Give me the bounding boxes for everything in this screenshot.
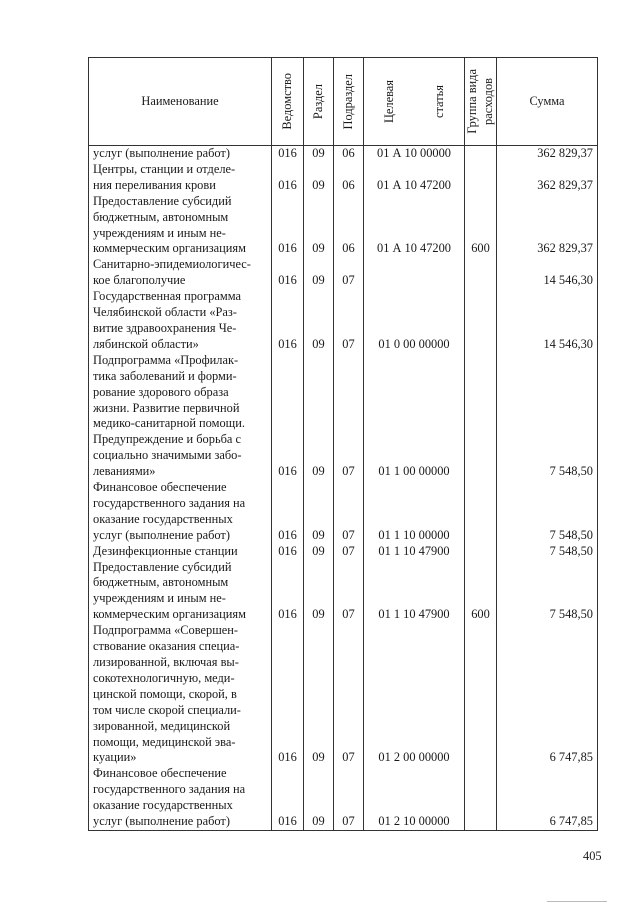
row-ved: 016 (272, 257, 304, 289)
row-gruppa (465, 146, 497, 162)
row-name-line: услуг (выполнение работ) (93, 146, 230, 160)
row-name-line: Предоставление субсидий (93, 559, 232, 574)
row-podrazdel: 07 (334, 766, 364, 830)
row-name-line: государственного задания на (93, 782, 246, 797)
row-name-line: учреждениям и иным не- (93, 591, 226, 606)
row-podrazdel: 07 (334, 560, 364, 624)
row-name-line: социально значимыми забо- (93, 448, 242, 463)
row-name (89, 289, 272, 353)
row-gruppa: 600 (465, 560, 497, 624)
table-row (89, 623, 598, 766)
row-name-line: коммерческим организациям (93, 241, 246, 256)
row-name-line: оказание государственных (93, 798, 233, 813)
row-name-line: леваниями» (93, 464, 156, 479)
row-summa: 7 548,50 (497, 353, 598, 480)
row-ved: 016 (272, 544, 304, 560)
table-row (89, 289, 598, 353)
row-name-line: услуг (выполнение работ) (93, 527, 230, 542)
row-ved: 016 (272, 560, 304, 624)
row-name-line: куации» (93, 750, 137, 765)
table-row (89, 353, 598, 480)
row-name (89, 766, 272, 830)
row-summa: 14 546,30 (497, 257, 598, 289)
table-row (89, 257, 598, 289)
row-name-line: ствование оказания специа- (93, 639, 240, 654)
row-name (89, 544, 272, 560)
row-celevaya: 01 А 10 00000 (364, 146, 465, 162)
row-celevaya: 01 А 10 47200 (364, 194, 465, 258)
row-name (89, 353, 272, 480)
row-celevaya: 01 1 00 00000 (364, 353, 465, 480)
row-celevaya: 01 1 10 00000 (364, 480, 465, 544)
row-razdel: 09 (304, 480, 334, 544)
row-celevaya: 01 2 10 00000 (364, 766, 465, 830)
row-ved: 016 (272, 353, 304, 480)
row-celevaya: 01 1 10 47900 (364, 544, 465, 560)
row-summa: 362 829,37 (497, 194, 598, 258)
row-podrazdel: 06 (334, 146, 364, 162)
row-name-line: зированной, медицинской (93, 718, 231, 733)
row-ved: 016 (272, 766, 304, 830)
row-gruppa (465, 766, 497, 830)
row-celevaya (364, 257, 465, 289)
row-name (89, 560, 272, 624)
budget-table (88, 57, 598, 831)
row-name-line: учреждениям и иным не- (93, 225, 226, 240)
row-summa: 362 829,37 (497, 146, 598, 162)
row-podrazdel: 06 (334, 162, 364, 194)
row-name-line: цинской помощи, скорой, в (93, 686, 237, 701)
row-name-line: Подпрограмма «Совершен- (93, 623, 239, 638)
row-razdel: 09 (304, 353, 334, 480)
row-name-line: витие здравоохранения Че- (93, 320, 237, 335)
row-gruppa (465, 353, 497, 480)
row-name-line: оказание государственных (93, 511, 233, 526)
row-name-line: Финансовое обеспечение (93, 766, 227, 781)
row-summa: 7 548,50 (497, 560, 598, 624)
row-name-line: жизни. Развитие первичной (93, 400, 240, 415)
row-summa: 7 548,50 (497, 544, 598, 560)
row-ved: 016 (272, 289, 304, 353)
row-name-line: ния переливания крови (93, 177, 216, 192)
row-name-line: лизированной, включая вы- (93, 655, 239, 669)
row-name (89, 146, 272, 162)
row-name-line: помощи, медицинской эва- (93, 734, 236, 749)
row-name-line: сокотехнологичную, меди- (93, 670, 235, 685)
row-podrazdel: 07 (334, 289, 364, 353)
row-razdel: 09 (304, 257, 334, 289)
table-row (89, 162, 598, 194)
row-name-line: Центры, станции и отделе- (93, 161, 236, 176)
row-razdel: 09 (304, 146, 334, 162)
row-ved: 016 (272, 623, 304, 766)
scan-artifact-line (547, 901, 607, 902)
row-name-line: кое благополучие (93, 273, 186, 288)
header-ved: Ведомство (272, 58, 304, 146)
row-name-line: бюджетным, автономным (93, 575, 229, 590)
table-row (89, 766, 598, 830)
row-podrazdel: 07 (334, 480, 364, 544)
row-summa: 14 546,30 (497, 289, 598, 353)
table-row (89, 146, 598, 162)
row-name-line: Дезинфекционные станции (93, 543, 238, 558)
row-name (89, 257, 272, 289)
row-name (89, 194, 272, 258)
table-row (89, 194, 598, 258)
header-gruppa: Группа вида расходов (465, 58, 497, 146)
row-podrazdel: 07 (334, 544, 364, 560)
row-celevaya: 01 0 00 00000 (364, 289, 465, 353)
row-ved: 016 (272, 194, 304, 258)
row-ved: 016 (272, 146, 304, 162)
row-name-line: Финансовое обеспечение (93, 480, 227, 495)
row-celevaya: 01 1 10 47900 (364, 560, 465, 624)
row-razdel: 09 (304, 623, 334, 766)
header-name: Наименование (89, 58, 272, 146)
header-razdel: Раздел (304, 58, 334, 146)
table-body (89, 146, 598, 831)
row-podrazdel: 07 (334, 623, 364, 766)
row-gruppa (465, 257, 497, 289)
table-row (89, 560, 598, 624)
header-summa: Сумма (497, 58, 598, 146)
row-name (89, 480, 272, 544)
row-name (89, 623, 272, 766)
row-summa: 7 548,50 (497, 480, 598, 544)
row-name-line: государственного задания на (93, 495, 246, 510)
row-podrazdel: 06 (334, 194, 364, 258)
row-ved: 016 (272, 480, 304, 544)
row-name-line: Предупреждение и борьба с (93, 432, 242, 447)
row-podrazdel: 07 (334, 257, 364, 289)
row-razdel: 09 (304, 194, 334, 258)
row-razdel: 09 (304, 766, 334, 830)
row-name (89, 162, 272, 194)
row-name-line: Челябинской области «Раз- (93, 305, 237, 320)
row-celevaya: 01 2 00 00000 (364, 623, 465, 766)
row-razdel: 09 (304, 560, 334, 624)
row-gruppa: 600 (465, 194, 497, 258)
row-gruppa (465, 480, 497, 544)
row-name-line: том числе скорой специали- (93, 702, 241, 717)
row-summa: 6 747,85 (497, 766, 598, 830)
row-name-line: Государственная программа (93, 289, 241, 304)
row-name-line: медико-санитарной помощи. (93, 416, 245, 431)
row-name-line: рование здорового образа (93, 384, 229, 399)
row-gruppa (465, 162, 497, 194)
table-header (89, 58, 598, 146)
row-name-line: Санитарно-эпидемиологичес- (93, 257, 251, 272)
row-name-line: Предоставление субсидий (93, 193, 232, 208)
page-number: 405 (583, 849, 602, 863)
row-name-line: бюджетным, автономным (93, 209, 229, 224)
row-summa: 362 829,37 (497, 162, 598, 194)
row-razdel: 09 (304, 162, 334, 194)
row-gruppa (465, 289, 497, 353)
row-name-line: услуг (выполнение работ) (93, 814, 230, 829)
row-name-line: лябинской области» (93, 336, 199, 351)
row-razdel: 09 (304, 544, 334, 560)
row-name-line: тика заболеваний и форми- (93, 368, 237, 383)
row-gruppa (465, 623, 497, 766)
row-celevaya: 01 А 10 47200 (364, 162, 465, 194)
row-ved: 016 (272, 162, 304, 194)
row-podrazdel: 07 (334, 353, 364, 480)
row-razdel: 09 (304, 289, 334, 353)
row-name-line: Подпрограмма «Профилак- (93, 352, 239, 367)
header-celevaya: Целевая статья (364, 58, 465, 146)
row-gruppa (465, 544, 497, 560)
header-podrazdel: Подраздел (334, 58, 364, 146)
row-name-line: коммерческим организациям (93, 607, 246, 622)
table-row (89, 544, 598, 560)
table-row (89, 480, 598, 544)
row-summa: 6 747,85 (497, 623, 598, 766)
